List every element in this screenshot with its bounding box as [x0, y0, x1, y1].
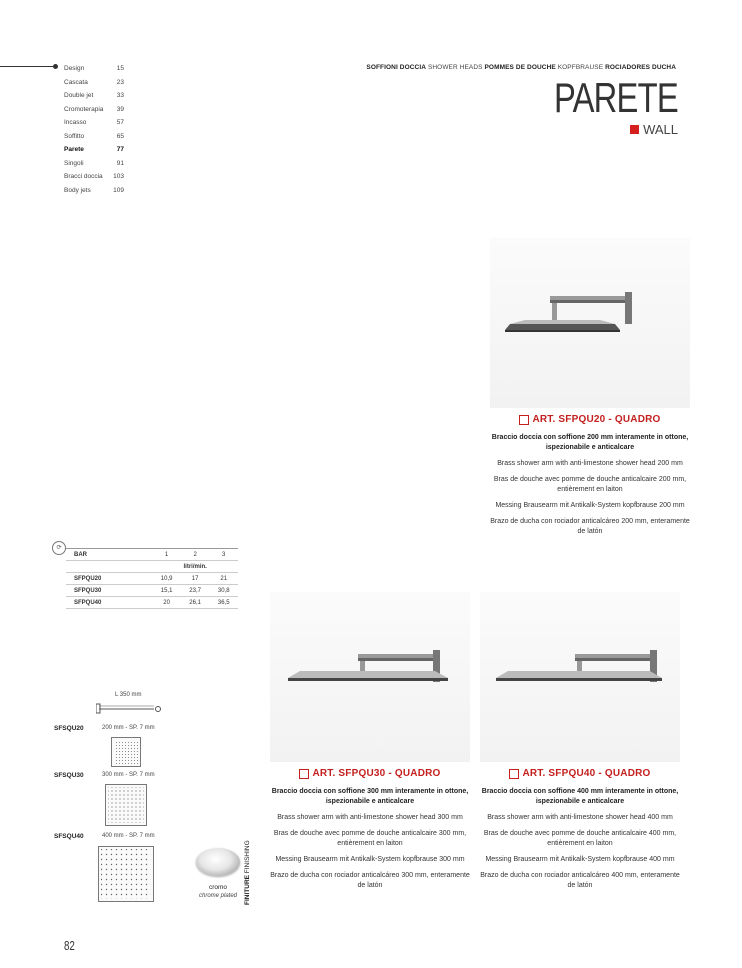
toc-pointer-line: [0, 66, 55, 67]
table-row: [66, 597, 238, 609]
product-desc-it: Braccio doccia con soffione 400 mm interamente in ottone, ispezionabile e anticalcare: [481, 788, 679, 805]
product-desc-fr: Bras de douche avec pomme de douche anticalcaire 400 mm, entièrement en laiton: [483, 830, 677, 847]
product-desc-fr: Bras de douche avec pomme de douche anticalcaire 200 mm, entièrement en laiton: [493, 476, 687, 493]
toc-item-label: Singoli: [64, 159, 84, 167]
product-desc-en: Brass shower arm with anti-limestone shower head 200 mm: [497, 460, 683, 467]
toc-item-soffitto[interactable]: [64, 130, 124, 144]
finish-name: cromo: [208, 884, 228, 891]
head-code: SFSQU30: [54, 772, 84, 779]
table-cell: 21: [209, 573, 238, 585]
red-square-icon: [630, 125, 639, 134]
product-desc-en: Brass shower arm with anti-limestone shower head 300 mm: [277, 814, 463, 821]
section-title: PARETE: [554, 74, 678, 121]
toc-item-label: Soffitto: [64, 132, 85, 140]
table-cell: 30,8: [209, 585, 238, 597]
shower-arm-200-image: [490, 238, 690, 408]
product-desc-it: Braccio doccia con soffione 200 mm interamente in ottone, ispezionabile e anticalcare: [491, 434, 689, 451]
finish-name-en: chrome plated: [198, 893, 238, 899]
product-desc-de: Messing Brausearm mit Antikalk-System kopfbrause 400 mm: [485, 856, 675, 863]
toc-item-page: 65: [116, 132, 124, 140]
toc-item-page: 109: [113, 186, 124, 194]
toc-item-page: 39: [116, 105, 124, 113]
product-sfpqu40: [480, 592, 680, 891]
toc-item-page: 15: [116, 65, 124, 72]
toc-item-page: 23: [116, 78, 124, 86]
toc-item-page: 103: [113, 173, 124, 180]
product-sfpqu20: [490, 238, 690, 537]
toc-item-label: Cromoterapia: [64, 105, 104, 113]
table-cell: SFPQU40: [66, 597, 152, 609]
shower-arm-300-image: [270, 592, 470, 762]
toc-item-page: 57: [116, 119, 124, 126]
table-cell: 17: [181, 573, 210, 585]
product-image: [270, 592, 470, 762]
table-cell: 23,7: [181, 585, 210, 597]
product-title: ART. SFPQU40 - QUADRO: [480, 768, 680, 779]
product-desc-de: Messing Brausearm mit Antikalk-System kopfbrause 300 mm: [275, 856, 465, 863]
product-image: [480, 592, 680, 762]
checkbox-icon[interactable]: [509, 769, 519, 779]
table-cell: SFPQU30: [66, 585, 152, 597]
head-300-drawing: [105, 784, 147, 826]
table-of-contents: [64, 62, 124, 197]
toc-item-design[interactable]: [64, 62, 124, 76]
product-title: ART. SFPQU20 - QUADRO: [490, 414, 690, 425]
toc-item-double-jet[interactable]: [64, 89, 124, 103]
product-desc-de: Messing Brausearm mit Antikalk-System kopfbrause 200 mm: [495, 502, 685, 509]
product-desc-fr: Bras de douche avec pomme de douche anticalcaire 300 mm, entièrement en laiton: [273, 830, 467, 847]
table-header-row: [66, 549, 238, 561]
toc-item-incasso[interactable]: [64, 116, 124, 130]
checkbox-icon[interactable]: [299, 769, 309, 779]
product-title: ART. SFPQU30 - QUADRO: [270, 768, 470, 779]
page-number: 82: [64, 938, 75, 953]
table-cell: 26,1: [181, 597, 210, 609]
toc-item-cromoterapia[interactable]: [64, 103, 124, 117]
arm-length-label: L 350 mm: [115, 692, 142, 698]
toc-item-page: 91: [116, 159, 124, 167]
head-spec: 300 mm - SP. 7 mm: [102, 772, 155, 778]
toc-item-label: Parete: [64, 146, 84, 153]
product-desc-es: Brazo de ducha con rociador anticalcáreo 400 mm, enteramente de latón: [480, 872, 680, 889]
chrome-swatch: [196, 848, 240, 876]
table-cell: BAR: [66, 549, 152, 561]
toc-item-body-jets[interactable]: [64, 184, 124, 198]
table-cell: 3: [209, 549, 238, 561]
product-image: [490, 238, 690, 408]
toc-item-label: Body jets: [64, 186, 91, 194]
toc-item-label: Incasso: [64, 119, 87, 126]
table-cell: 20: [152, 597, 181, 609]
checkbox-icon[interactable]: [519, 415, 529, 425]
product-sfpqu30: [270, 592, 470, 891]
toc-item-page: 77: [116, 146, 124, 153]
product-desc-en: Brass shower arm with anti-limestone shower head 400 mm: [487, 814, 673, 821]
toc-item-page: 33: [116, 92, 124, 99]
table-cell: 10,9: [152, 573, 181, 585]
shower-arm-400-image: [480, 592, 680, 762]
table-unit-row: [66, 561, 238, 573]
head-spec: 400 mm - SP. 7 mm: [102, 833, 155, 839]
toc-item-parete[interactable]: [64, 143, 124, 157]
table-cell: SFPQU20: [66, 573, 152, 585]
head-400-drawing: [98, 846, 154, 902]
head-code: SFSQU40: [54, 833, 84, 840]
toc-item-label: Double jet: [64, 92, 94, 99]
table-cell: 2: [181, 549, 210, 561]
arm-drawing: [96, 702, 168, 716]
toc-item-label: Bracci doccia: [64, 173, 103, 180]
table-cell: 36,5: [209, 597, 238, 609]
flow-icon: ⟳: [52, 541, 66, 555]
product-desc-es: Brazo de ducha con rociador anticalcáreo 200 mm, enteramente de latón: [490, 518, 690, 535]
head-200-drawing: [111, 737, 141, 767]
category-header: SOFFIONI DOCCIA SHOWER HEADS POMMES DE DOUCHE KOPFBRAUSE ROCIADORES DUCHA: [366, 64, 676, 71]
toc-item-label: Design: [64, 65, 85, 72]
product-desc-es: Brazo de ducha con rociador anticalcáreo 300 mm, enteramente de latón: [270, 872, 470, 889]
product-desc-it: Braccio doccia con soffione 300 mm interamente in ottone, ispezionabile e anticalcare: [271, 788, 469, 805]
toc-item-cascata[interactable]: [64, 76, 124, 90]
table-cell: 1: [152, 549, 181, 561]
table-cell: 15,1: [152, 585, 181, 597]
table-row: [66, 573, 238, 585]
section-subtitle: WALL: [630, 122, 678, 137]
toc-item-label: Cascata: [64, 78, 88, 86]
toc-item-bracci-doccia[interactable]: [64, 170, 124, 184]
head-code: SFSQU20: [54, 725, 84, 732]
table-cell: litri/min.: [152, 561, 238, 573]
finish-label: FINITURE FINISHING: [244, 840, 251, 905]
toc-item-singoli[interactable]: [64, 157, 124, 171]
head-spec: 200 mm - SP. 7 mm: [102, 725, 155, 731]
table-row: [66, 585, 238, 597]
